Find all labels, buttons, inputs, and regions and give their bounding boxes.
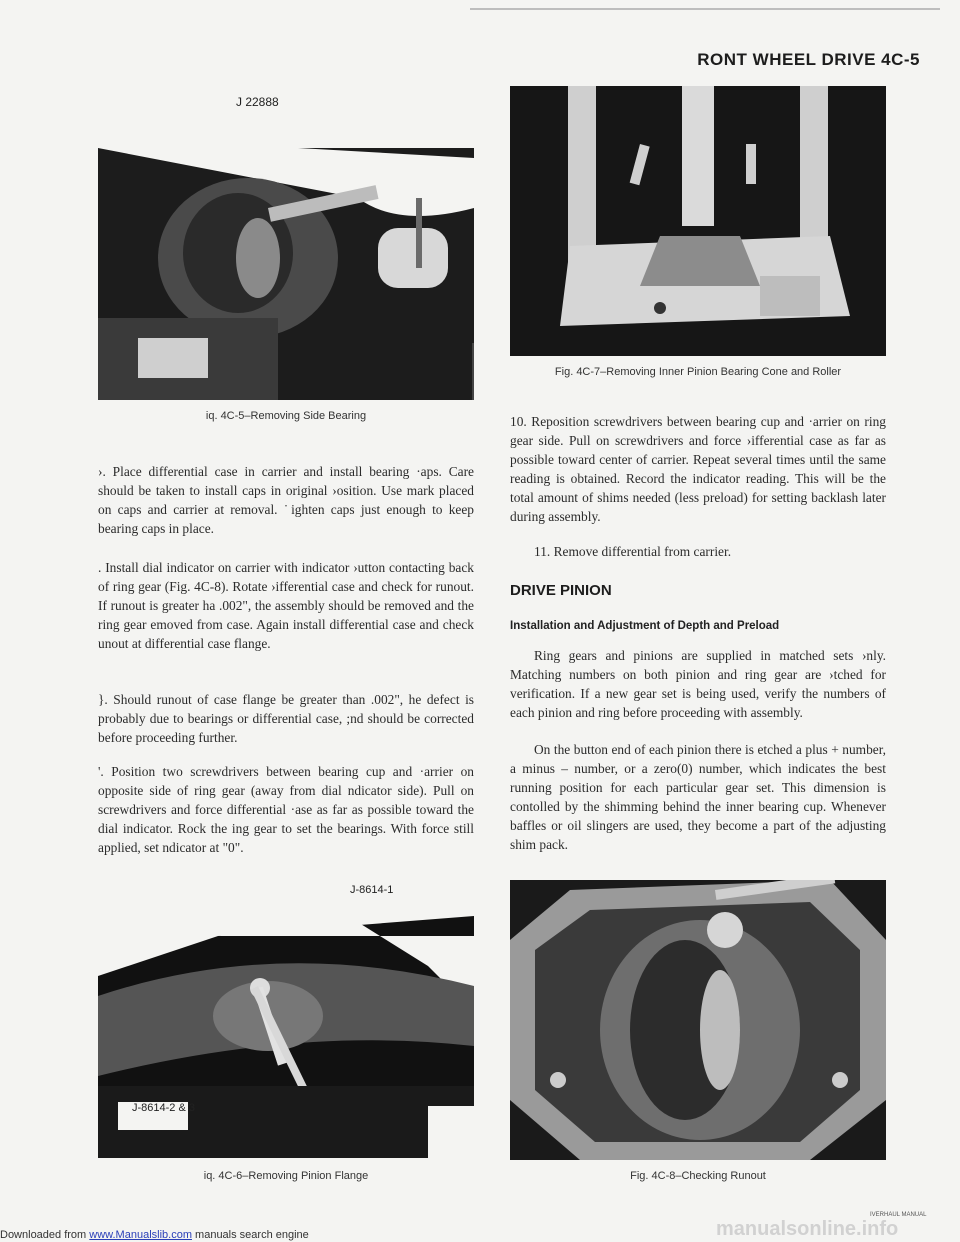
figure-side-bearing-photo (98, 88, 474, 400)
callout-j8614-1: J-8614-1 (350, 884, 394, 896)
caption-fig-4c5: iq. 4C-5–Removing Side Bearing (205, 410, 367, 422)
left-paragraph-3: }. Should runout of case flange be greater than .002", he defect is probably due to bearings or differential case, ;nd should be corrected before proceeding further. (98, 692, 474, 745)
caption-fig-4c6: iq. 4C-6–Removing Pinion Flange (203, 1170, 369, 1182)
section-title-drive-pinion: DRIVE PINION (510, 582, 612, 599)
footer-suffix: manuals search engine (191, 1229, 309, 1241)
left-paragraph-1: ›. Place differential case in carrier and install bearing ·aps. Care should be taken to install caps in original ›osition. Use mark placed on caps and carrier at removal. ˙ighten caps just enough to keep bearing caps in place. (98, 464, 474, 536)
watermark: manualsonline.info (716, 1218, 899, 1240)
callout-j22888: J 22888 (236, 95, 279, 109)
caption-fig-4c7: Fig. 4C-7–Removing Inner Pinion Bearing Cone and Roller (554, 366, 842, 378)
side-bearing-illustration (98, 88, 474, 400)
right-paragraph-ring-gears: Ring gears and pinions are supplied in matched sets ›nly. Matching numbers on both pinion and ring gear are ›tched for verification. If a new gear set is being used, verify the numbers of each pinion and ring before proceeding with assembly. (510, 648, 886, 720)
footer-manualslib-link[interactable]: www.Manualslib.com (89, 1229, 192, 1241)
subsection-title-depth-preload: Installation and Adjustment of Depth and Preload (510, 620, 780, 632)
left-paragraph-2: . Install dial indicator on carrier with indicator ›utton contacting back of ring gear (Fig. 4C-8). Rotate ›ifferential case and check for runout. If runout is greater ha .002", the assembly should be removed and the ring gear emoved from case. Again install differential case and check unout at differential case flange. (98, 560, 474, 651)
footer-download-note (0, 1229, 309, 1241)
footer-prefix: Downloaded from (0, 1229, 90, 1241)
figure-checking-runout-photo (510, 880, 886, 1160)
inner-pinion-bearing-illustration (510, 86, 886, 356)
figure-pinion-flange-photo (98, 876, 474, 1158)
left-paragraph-4: '. Position two screwdrivers between bearing cup and ·arrier on opposite side of ring gear (away from dial ndicator side). Pull on screwdrivers and force differential ·ase as far as possible toward the dial indicator. Rock the ing gear to set the bearings. With force still applied, set ndicator at "0". (98, 764, 474, 855)
header-rule (470, 8, 940, 10)
page-title: RONT WHEEL DRIVE 4C-5 (697, 50, 920, 69)
checking-runout-illustration (510, 880, 886, 1160)
right-paragraph-10: 10. Reposition screwdrivers between bearing cup and ·arrier on ring gear side. Pull on screwdrivers and force ›ifferential case as far as possible toward center of carrier. Repeat several times until the same reading is obtained. Record the indicator reading. This will be the total amount of shims needed (less preload) for setting backlash later during assembly. (510, 414, 886, 524)
footer-manual-label: IVERHAUL MANUAL (870, 1212, 927, 1218)
right-paragraph-button-end: On the button end of each pinion there is etched a plus + number, a minus – number, or a zero(0) number, which indicates the best running position for each particular gear set. This dimension is contolled by the shimming behind the inner bearing cup. Whenever baffles or oil slingers are used, they become a part of the adjusting shim pack. (510, 742, 886, 852)
right-paragraph-11: 11. Remove differential from carrier. (534, 544, 732, 559)
figure-inner-pinion-bearing-photo (510, 86, 886, 356)
pinion-flange-illustration (98, 876, 474, 1158)
callout-j8614-2-3: J-8614-2 & 3 (132, 1102, 195, 1114)
caption-fig-4c8: Fig. 4C-8–Checking Runout (630, 1170, 766, 1182)
